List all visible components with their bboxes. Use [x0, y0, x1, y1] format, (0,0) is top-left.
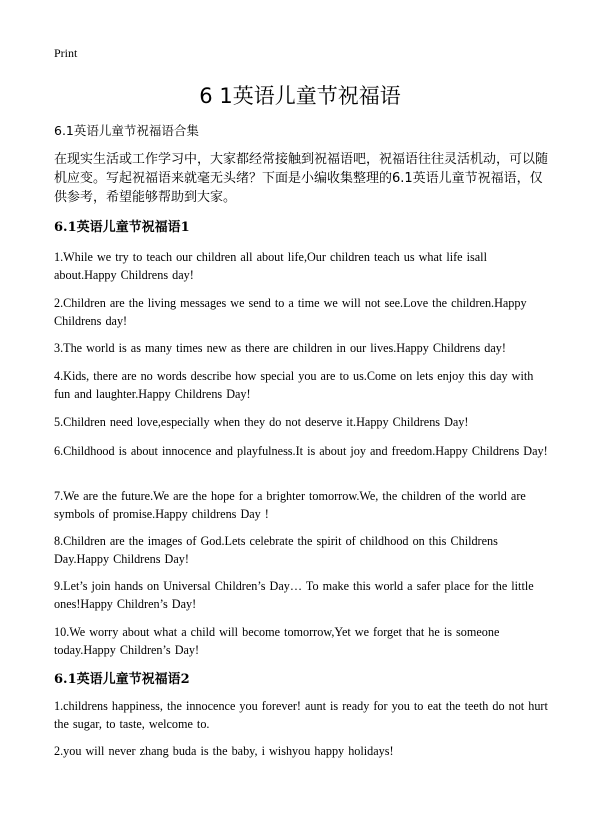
section-heading-1: 6.1英语儿童节祝福语1 — [54, 220, 190, 235]
wish-paragraph: 2.you will never zhang buda is the baby, i wishyou happy holidays! — [54, 744, 394, 758]
wish-paragraph: 7.We are the future.We are the hope for a brighter tomorrow.We, the children of the world are symbols of promise.Happy childrens Day ! — [54, 489, 526, 521]
wish-paragraph: 3.The world is as many times new as there are children in our lives.Happy Childrens day! — [54, 341, 506, 355]
print-label[interactable]: Print — [54, 46, 78, 60]
intro-paragraph: 在现实生活或工作学习中，大家都经常接触到祝福语吧，祝福语往往灵活机动，可以随机应变。写起祝福语来就毫无头绪？下面是小编收集整理的6.1英语儿童节祝福语，仅供参考，希望能够帮助到大家。 — [54, 152, 549, 205]
wish-paragraph: 5.Children need love,especially when they do not deserve it.Happy Childrens Day! — [54, 415, 469, 429]
wish-paragraph: 1.childrens happiness, the innocence you forever! aunt is ready for you to eat the teeth do not hurt the sugar, to taste, welcome to. — [54, 699, 548, 731]
section-heading-2: 6.1英语儿童节祝福语2 — [54, 672, 190, 687]
wish-paragraph: 9.Let’s join hands on Universal Children’s Day… To make this world a safer place for the little ones!Happy Children’s Day! — [54, 579, 534, 611]
wish-paragraph: 10.We worry about what a child will become tomorrow,Yet we forget that he is someone today.Happy Children’s Day! — [54, 625, 500, 657]
wish-paragraph: 1.While we try to teach our children all about life,Our children teach us what life isall about.Happy Childrens day! — [54, 250, 487, 282]
wish-paragraph: 8.Children are the images of God.Lets celebrate the spirit of childhood on this Childrens Day.Happy Childrens Day! — [54, 534, 498, 566]
wish-paragraph: 6.Childhood is about innocence and playfulness.It is about joy and freedom.Happy Childrens Day! — [54, 444, 548, 458]
wish-paragraph: 4.Kids, there are no words describe how special you are to us.Come on lets enjoy this day with fun and laughter.Happy Childrens Day! — [54, 369, 534, 401]
page-title: 6 1英语儿童节祝福语 — [199, 84, 401, 108]
wish-paragraph: 2.Children are the living messages we send to a time we will not see.Love the children.Happy Childrens day! — [54, 296, 527, 328]
page-subtitle: 6.1英语儿童节祝福语合集 — [54, 123, 199, 138]
